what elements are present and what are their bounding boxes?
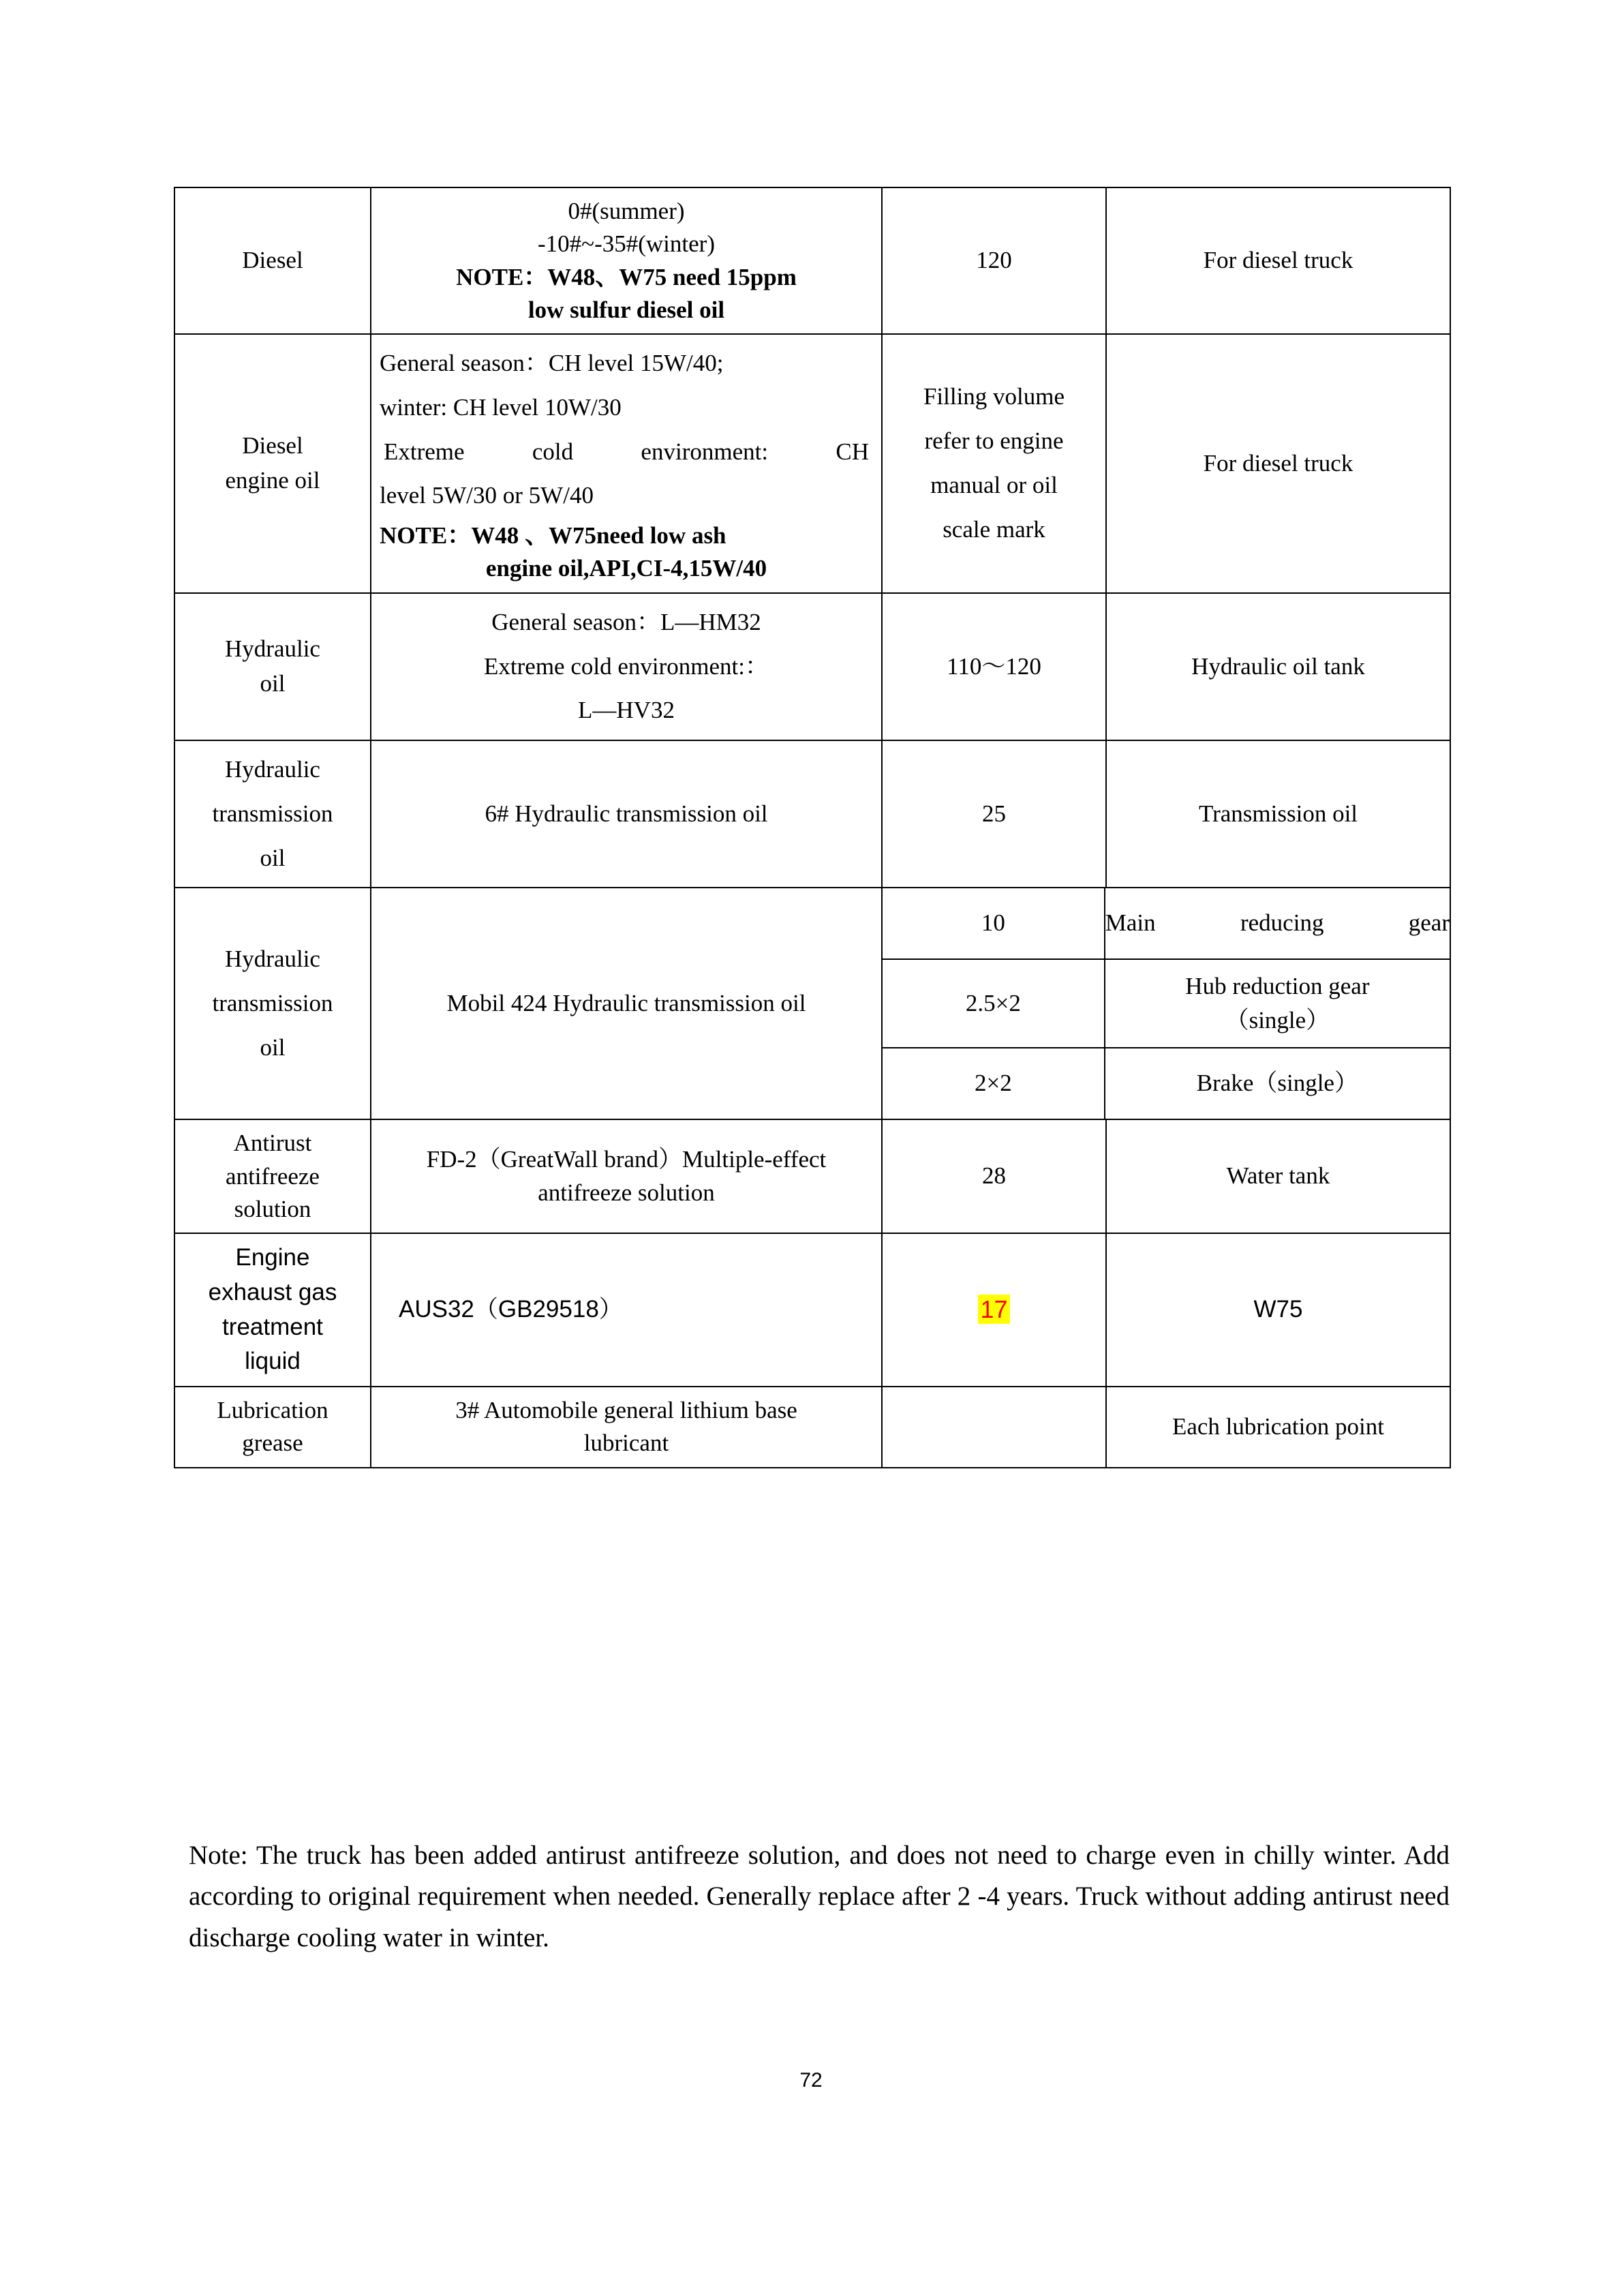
cell-specification <box>371 1387 882 1468</box>
cell-position <box>1105 888 1450 959</box>
material-name-line: Hydraulic <box>225 635 320 663</box>
table-subrow <box>883 959 1450 1048</box>
spec-line: -10#~-35#(winter) <box>538 230 715 258</box>
spec-text: 6# Hydraulic transmission oil <box>485 800 768 827</box>
table-row <box>174 334 1450 593</box>
material-name-line: engine oil <box>225 466 320 494</box>
spec-line: General season：L—HM32 <box>491 608 761 635</box>
cell-material-name <box>174 187 371 334</box>
table-subrow <box>883 888 1450 959</box>
spec-line: 3# Automobile general lithium base <box>455 1397 797 1424</box>
cell-position <box>1106 740 1450 888</box>
cell-material-name <box>174 593 371 740</box>
table-row <box>174 1119 1450 1233</box>
material-name-text: Diesel <box>242 247 303 274</box>
spec-line: General season：CH level 15W/40; <box>380 350 724 377</box>
cell-volume <box>882 334 1106 593</box>
material-name-line: oil <box>260 844 286 871</box>
volume-line: refer to engine <box>924 427 1064 455</box>
spec-line: FD-2（GreatWall brand）Multiple-effect <box>426 1146 827 1173</box>
position-text: W75 <box>1253 1296 1303 1323</box>
table-row <box>174 593 1450 740</box>
cell-volume <box>883 959 1105 1048</box>
volume-highlighted-text: 17 <box>978 1295 1009 1324</box>
cell-volume <box>882 1387 1106 1468</box>
cell-material-name <box>174 1233 371 1387</box>
cell-position <box>1106 593 1450 740</box>
table-row <box>174 1233 1450 1387</box>
spec-line: level 5W/30 or 5W/40 <box>380 482 594 509</box>
spec-note-line: NOTE：W48、W75 need 15ppm <box>456 263 797 290</box>
spec-line: Extreme cold environment: CH <box>384 438 869 465</box>
volume-line: Filling volume <box>923 383 1065 410</box>
spec-text: Mobil 424 Hydraulic transmission oil <box>446 989 806 1016</box>
volume-text: 2.5×2 <box>965 989 1021 1016</box>
footnote-paragraph: Note: The truck has been added antirust antifreeze solution, and does not need to charge even in chilly winter. Add according to original requirement when needed. Generally replace after 2 -4 years. Truck without adding antirust need discharge cooling water in winter. <box>189 1841 1450 1952</box>
position-text: Main reducing gear <box>1105 909 1450 937</box>
subrow-table <box>883 888 1450 1119</box>
material-name-line: Diesel <box>242 432 303 459</box>
cell-material-name <box>174 334 371 593</box>
material-name-line: transmission <box>212 989 333 1016</box>
material-name-line: liquid <box>245 1348 301 1375</box>
cell-specification <box>371 888 882 1119</box>
material-name-line: treatment <box>222 1313 323 1340</box>
volume-text: 28 <box>982 1162 1006 1190</box>
spec-line: lubricant <box>583 1430 669 1457</box>
cell-position <box>1106 187 1450 334</box>
material-name-line: oil <box>260 669 286 697</box>
table-subrow <box>883 1048 1450 1119</box>
cell-position <box>1105 959 1450 1048</box>
cell-position <box>1106 1119 1450 1233</box>
spec-note-line: engine oil,API,CI-4,15W/40 <box>485 555 767 582</box>
cell-position <box>1106 1233 1450 1387</box>
position-line: Hub reduction gear <box>1185 972 1370 999</box>
spec-line: 0#(summer) <box>568 198 685 224</box>
volume-text: 110～120 <box>947 652 1041 680</box>
cell-volume <box>883 888 1105 959</box>
table-row <box>174 740 1450 888</box>
volume-text: 10 <box>981 909 1005 937</box>
cell-specification <box>371 1233 882 1387</box>
spec-line: L—HV32 <box>578 697 675 724</box>
spec-line: antifreeze solution <box>538 1179 715 1206</box>
table-row <box>174 187 1450 334</box>
cell-volume <box>882 1233 1106 1387</box>
lubricant-specification-table <box>174 187 1451 1468</box>
spec-line: Extreme cold environment:： <box>484 652 769 680</box>
spec-line: winter: CH level 10W/30 <box>380 393 622 421</box>
cell-volume <box>883 1048 1105 1119</box>
material-name-line: antifreeze <box>226 1162 320 1190</box>
material-name-line: Hydraulic <box>225 756 320 783</box>
position-text: Each lubrication point <box>1172 1413 1385 1440</box>
cell-specification <box>371 1119 882 1233</box>
cell-volume <box>882 187 1106 334</box>
cell-material-name <box>174 1387 371 1468</box>
position-text: Hydraulic oil tank <box>1191 652 1365 680</box>
material-name-line: transmission <box>212 800 333 827</box>
cell-position <box>1106 334 1450 593</box>
cell-material-name <box>174 1119 371 1233</box>
cell-material-name <box>174 888 371 1119</box>
cell-volume <box>882 1119 1106 1233</box>
material-name-line: grease <box>242 1430 303 1457</box>
position-text: For diesel truck <box>1203 449 1353 477</box>
cell-specification <box>371 740 882 888</box>
page-number: 72 <box>799 2069 823 2091</box>
volume-text: 2×2 <box>975 1070 1012 1097</box>
cell-specification <box>371 593 882 740</box>
cell-subrow-group <box>882 888 1450 1119</box>
material-name-line: solution <box>234 1195 311 1222</box>
material-name-line: oil <box>260 1033 286 1061</box>
cell-volume <box>882 740 1106 888</box>
table-row <box>174 888 1450 1119</box>
position-text: Transmission oil <box>1198 800 1358 827</box>
cell-material-name <box>174 740 371 888</box>
material-name-line: exhaust gas <box>208 1278 337 1305</box>
table-row <box>174 1387 1450 1468</box>
volume-text: 120 <box>976 247 1012 274</box>
spec-note-line: NOTE：W48 、W75need low ash <box>380 522 726 549</box>
spec-note-line: low sulfur diesel oil <box>527 296 725 323</box>
position-text: Brake（single） <box>1196 1070 1358 1097</box>
volume-line: manual or oil <box>930 471 1058 498</box>
cell-volume <box>882 593 1106 740</box>
cell-position <box>1105 1048 1450 1119</box>
material-name-line: Lubrication <box>217 1397 328 1424</box>
volume-line: scale mark <box>943 515 1045 543</box>
position-line: （single） <box>1225 1007 1330 1034</box>
spec-text: AUS32（GB29518） <box>399 1296 623 1323</box>
material-name-line: Antirust <box>233 1130 312 1157</box>
volume-text: 25 <box>982 800 1006 827</box>
cell-position <box>1106 1387 1450 1468</box>
material-name-line: Engine <box>235 1244 310 1271</box>
cell-specification <box>371 187 882 334</box>
cell-specification <box>371 334 882 593</box>
position-text: Water tank <box>1226 1162 1330 1190</box>
material-name-line: Hydraulic <box>225 946 320 973</box>
position-text: For diesel truck <box>1203 247 1353 274</box>
